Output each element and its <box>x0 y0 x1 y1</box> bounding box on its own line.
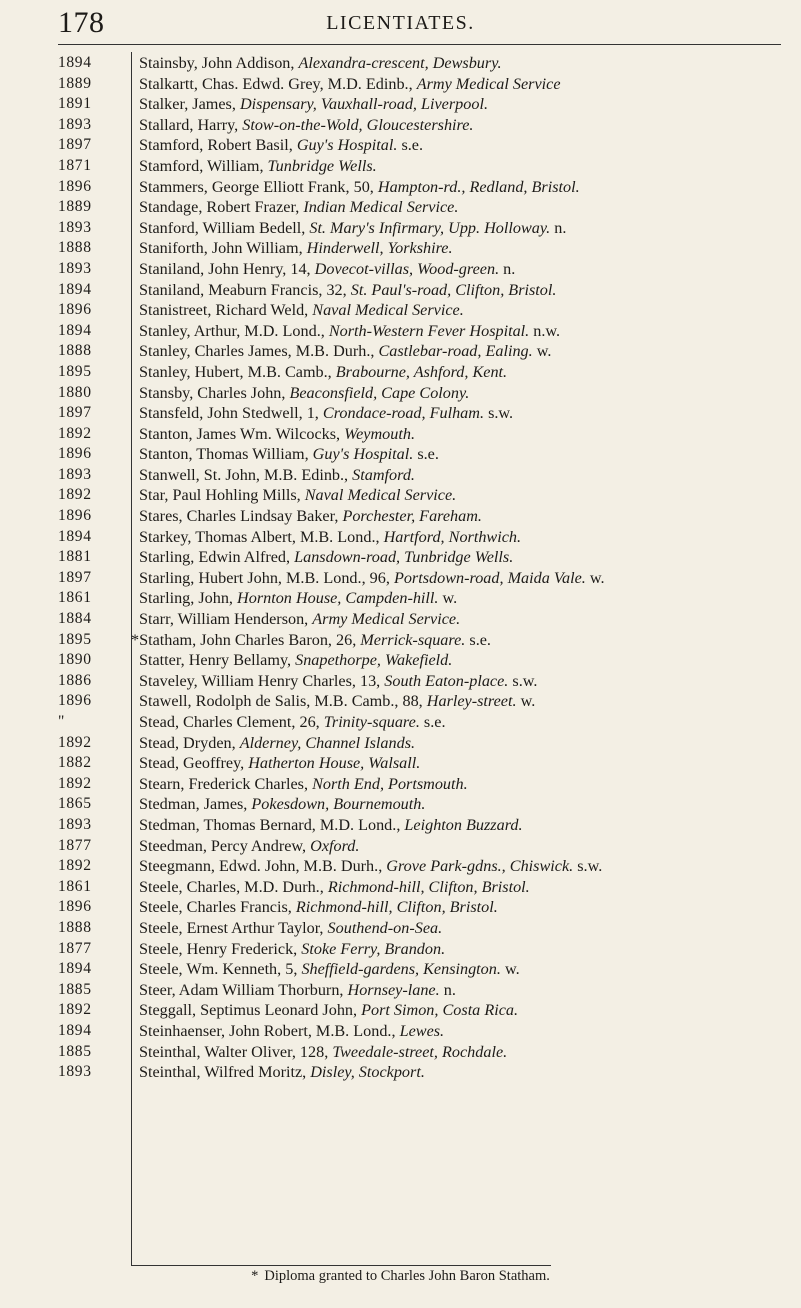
list-item <box>58 1062 798 1083</box>
entry-year: 1884 <box>58 610 92 628</box>
list-item <box>58 383 798 404</box>
list-item <box>58 465 798 486</box>
entry-district: s.w. <box>573 857 603 876</box>
entry-year: 1877 <box>58 939 92 957</box>
entry-place: Beaconsfield, Cape Colony. <box>289 383 470 402</box>
entry-place: Richmond-hill, Clifton, Bristol. <box>295 898 498 917</box>
list-item <box>58 156 798 177</box>
entry-name: Stanley, Hubert, M.B. Camb., <box>139 362 336 381</box>
running-head: LICENTIATES. <box>326 12 475 34</box>
entry-district: w. <box>438 589 458 608</box>
entry-year: 1861 <box>58 589 92 607</box>
entry-year: 1889 <box>58 74 92 92</box>
entry-name: Stead, Geoffrey, <box>139 754 249 773</box>
entry-text <box>131 671 798 692</box>
entry-year: 1889 <box>58 198 92 216</box>
entry-text <box>131 918 798 939</box>
entry-text <box>131 218 798 239</box>
entry-name: Stansby, Charles John, <box>139 383 290 402</box>
list-item <box>58 115 798 136</box>
list-item <box>58 424 798 445</box>
list-item <box>58 177 798 198</box>
entry-text <box>131 774 798 795</box>
entry-place: South Eaton-place. <box>384 671 509 690</box>
entry-text <box>131 156 798 177</box>
entry-year: 1886 <box>58 671 92 689</box>
list-item <box>58 280 798 301</box>
list-item <box>58 341 798 362</box>
entry-year: 1892 <box>58 857 92 875</box>
entry-name: Staniland, John Henry, 14, <box>139 259 315 278</box>
entry-place: Tweedale-street, Rochdale. <box>332 1042 508 1061</box>
entry-text <box>131 588 798 609</box>
entry-name: Stammers, George Elliott Frank, 50, <box>139 177 378 196</box>
list-item <box>58 980 798 1001</box>
entry-text <box>131 630 798 651</box>
entry-year: 1885 <box>58 1042 92 1060</box>
entry-name: Stead, Dryden, <box>139 733 240 752</box>
entry-year: 1894 <box>58 960 92 978</box>
entry-year: 1892 <box>58 1001 92 1019</box>
entry-place: Hornton House, Campden-hill. <box>237 589 439 608</box>
entry-name: Stamford, William, <box>139 156 268 175</box>
entry-district: s.w. <box>484 404 514 423</box>
entry-name: Starkey, Thomas Albert, M.B. Lond., <box>139 527 384 546</box>
entry-name: Staniforth, John William, <box>139 239 307 258</box>
list-item <box>58 547 798 568</box>
entry-text <box>131 485 798 506</box>
entry-text <box>131 980 798 1001</box>
entry-district: s.e. <box>397 136 424 155</box>
entry-name: Stanton, James Wm. Wilcocks, <box>139 424 345 443</box>
entry-year: 1882 <box>58 754 92 772</box>
list-item <box>58 1000 798 1021</box>
entry-place: Tunbridge Wells. <box>267 156 377 175</box>
list-item <box>58 527 798 548</box>
entry-name: Stead, Charles Clement, 26, <box>139 713 324 731</box>
entry-text <box>131 403 798 424</box>
list-item <box>58 506 798 527</box>
entry-place: St. Paul's-road, Clifton, Bristol. <box>350 280 557 299</box>
entry-place: Naval Medical Service. <box>312 301 464 320</box>
entry-text <box>131 135 798 156</box>
entry-place: Trinity-square. <box>323 713 420 731</box>
entry-district: s.e. <box>419 713 446 731</box>
list-item <box>58 444 798 465</box>
list-item <box>58 135 798 156</box>
page-number: 178 <box>58 6 105 39</box>
list-item <box>58 712 798 733</box>
entry-text <box>131 1062 798 1083</box>
entry-name: Stearn, Frederick Charles, <box>139 774 313 793</box>
entry-name: Starling, Hubert John, M.B. Lond., 96, <box>139 568 394 587</box>
list-item <box>58 588 798 609</box>
entry-year: 1892 <box>58 774 92 792</box>
entry-district: s.w. <box>508 671 538 690</box>
entry-district: w. <box>516 692 536 711</box>
entry-year: 1893 <box>58 115 92 133</box>
entry-text <box>131 733 798 754</box>
entry-place: Sheffield-gardens, Kensington. <box>301 960 501 979</box>
entry-name: Steele, Charles, M.D. Durh., <box>139 877 328 896</box>
entry-year: 1896 <box>58 177 92 195</box>
entry-text <box>131 1021 798 1042</box>
entry-text <box>131 856 798 877</box>
entry-district: w. <box>532 342 552 361</box>
entry-text <box>131 362 798 383</box>
entry-text <box>131 53 798 74</box>
entry-name: Stawell, Rodolph de Salis, M.B. Camb., 88, <box>139 692 427 711</box>
entry-text <box>131 444 798 465</box>
entry-place: North-Western Fever Hospital. <box>328 321 530 340</box>
entry-year: 1896 <box>58 301 92 319</box>
entry-text <box>131 321 798 342</box>
entry-year: 1865 <box>58 795 92 813</box>
entry-text <box>131 238 798 259</box>
entry-name: Standage, Robert Frazer, <box>139 198 304 217</box>
entry-name: Stamford, Robert Basil, <box>139 136 297 155</box>
entry-text <box>131 259 798 280</box>
entry-name: Stanton, Thomas William, <box>139 445 313 464</box>
entry-year: 1894 <box>58 54 92 71</box>
entry-place: Hampton-rd., Redland, Bristol. <box>377 177 580 196</box>
entry-year: 1897 <box>58 404 92 422</box>
diploma-mark: * <box>131 630 140 649</box>
entry-name: Stanley, Arthur, M.D. Lond., <box>139 321 329 340</box>
entry-place: Grove Park-gdns., Chiswick. <box>386 857 574 876</box>
entry-place: Hinderwell, Yorkshire. <box>306 239 453 258</box>
entry-name: Stanford, William Bedell, <box>139 218 310 237</box>
entry-place: Snapethorpe, Wakefield. <box>295 651 453 670</box>
entry-text <box>131 650 798 671</box>
entry-text <box>131 939 798 960</box>
entry-district: n. <box>499 259 516 278</box>
list-item <box>58 1042 798 1063</box>
entry-year: 1894 <box>58 280 92 298</box>
entry-place: Guy's Hospital. <box>312 445 414 464</box>
entry-text <box>131 1000 798 1021</box>
entry-text <box>131 300 798 321</box>
entry-district: n.w. <box>529 321 561 340</box>
entry-name: Stedman, Thomas Bernard, M.D. Lond., <box>139 815 405 834</box>
entry-text <box>131 568 798 589</box>
entry-place: North End, Portsmouth. <box>312 774 468 793</box>
entry-name: Statter, Henry Bellamy, <box>139 651 296 670</box>
entry-year: 1890 <box>58 651 92 669</box>
entry-name: Steinthal, Walter Oliver, 128, <box>139 1042 333 1061</box>
list-item <box>58 568 798 589</box>
entry-year: 1861 <box>58 877 92 895</box>
list-item <box>58 630 798 651</box>
entry-district: w. <box>500 960 520 979</box>
entry-name: Stanwell, St. John, M.B. Edinb., <box>139 465 353 484</box>
entry-year: 1891 <box>58 95 92 113</box>
entry-text <box>131 794 798 815</box>
entry-place: Richmond-hill, Clifton, Bristol. <box>327 877 530 896</box>
entry-year: 1896 <box>58 898 92 916</box>
entry-place: Brabourne, Ashford, Kent. <box>335 362 508 381</box>
list-item <box>58 218 798 239</box>
entry-year: 1893 <box>58 218 92 236</box>
list-item <box>58 485 798 506</box>
entry-text <box>131 836 798 857</box>
entry-text <box>131 691 798 712</box>
entry-year: 1881 <box>58 548 92 566</box>
footnote <box>0 1268 801 1285</box>
list-item <box>58 609 798 630</box>
entry-text <box>131 753 798 774</box>
entry-year: 1894 <box>58 321 92 339</box>
entry-year: 1896 <box>58 507 92 525</box>
entry-place: Merrick-square. <box>360 630 466 649</box>
entry-text <box>131 959 798 980</box>
entry-text <box>131 609 798 630</box>
entry-text <box>131 897 798 918</box>
entry-place: Stoke Ferry, Brandon. <box>301 939 446 958</box>
entry-year: 1897 <box>58 568 92 586</box>
entry-year: 1893 <box>58 815 92 833</box>
list-item <box>58 321 798 342</box>
entry-district: n. <box>550 218 567 237</box>
entry-place: Leighton Buzzard. <box>404 815 523 834</box>
entry-name: Stalker, James, <box>139 95 240 114</box>
entry-text <box>131 280 798 301</box>
entry-name: Stedman, James, <box>139 795 252 814</box>
entry-text <box>131 1042 798 1063</box>
list-item <box>58 897 798 918</box>
entry-place: Porchester, Fareham. <box>342 507 482 526</box>
list-item <box>58 300 798 321</box>
entry-name: Steggall, Septimus Leonard John, <box>139 1001 362 1020</box>
entry-place: Hornsey-lane. <box>347 980 440 999</box>
entry-name: Steele, Ernest Arthur Taylor, <box>139 918 328 937</box>
entry-place: Lewes. <box>399 1021 445 1040</box>
entry-name: Stainsby, John Addison, <box>139 54 299 72</box>
entry-district: w. <box>585 568 605 587</box>
list-item <box>58 774 798 795</box>
entry-place: Hartford, Northwich. <box>383 527 522 546</box>
entry-year: 1894 <box>58 527 92 545</box>
entry-place: Dovecot-villas, Wood-green. <box>314 259 500 278</box>
entry-place: Naval Medical Service. <box>304 486 457 505</box>
list-item <box>58 53 798 74</box>
list-item <box>58 259 798 280</box>
list-item <box>58 836 798 857</box>
entry-place: Stamford. <box>352 465 415 484</box>
entry-name: Steele, Wm. Kenneth, 5, <box>139 960 302 979</box>
entry-name: Steele, Henry Frederick, <box>139 939 302 958</box>
entry-text <box>131 74 798 95</box>
entry-district: s.e. <box>465 630 491 649</box>
entry-text <box>131 115 798 136</box>
entry-year: 1893 <box>58 465 92 483</box>
entry-name: Steinthal, Wilfred Moritz, <box>139 1063 311 1082</box>
list-item <box>58 815 798 836</box>
entry-text <box>131 527 798 548</box>
entry-year: 1892 <box>58 486 92 504</box>
entry-name: Steedman, Percy Andrew, <box>139 836 311 855</box>
entry-name: Stansfeld, John Stedwell, 1, <box>139 404 323 423</box>
entry-year: 1896 <box>58 692 92 710</box>
entry-place: St. Mary's Infirmary, Upp. Holloway. <box>309 218 551 237</box>
entry-place: Crondace-road, Fulham. <box>322 404 485 423</box>
entry-year: 1885 <box>58 980 92 998</box>
entry-name: Starr, William Henderson, <box>139 610 313 629</box>
entry-text <box>131 424 798 445</box>
entry-name: Starling, John, <box>139 589 238 608</box>
entry-place: Dispensary, Vauxhall-road, Liverpool. <box>239 95 488 114</box>
list-item <box>58 1021 798 1042</box>
entry-place: Indian Medical Service. <box>303 198 459 217</box>
entry-place: Army Medical Service <box>416 74 561 93</box>
entry-place: Castlebar-road, Ealing. <box>378 342 533 361</box>
entry-place: Guy's Hospital. <box>296 136 398 155</box>
entry-year: 1895 <box>58 630 92 648</box>
entry-year: 1897 <box>58 136 92 154</box>
entry-list <box>58 53 798 1083</box>
entry-place: Harley-street. <box>426 692 517 711</box>
list-item <box>58 939 798 960</box>
entry-year: 1871 <box>58 156 92 174</box>
footnote-mark: * <box>251 1268 259 1284</box>
list-item <box>58 197 798 218</box>
list-item <box>58 691 798 712</box>
entry-place: Weymouth. <box>344 424 416 443</box>
entry-place: Lansdown-road, Tunbridge Wells. <box>294 548 514 567</box>
entry-text <box>131 506 798 527</box>
entry-year: 1893 <box>58 259 92 277</box>
list-item <box>58 94 798 115</box>
entry-name: Starling, Edwin Alfred, <box>139 548 295 567</box>
list-item <box>58 918 798 939</box>
entry-name: Steinhaenser, John Robert, M.B. Lond., <box>139 1021 400 1040</box>
entry-year: 1888 <box>58 918 92 936</box>
entry-place: Oxford. <box>310 836 360 855</box>
entry-name: Stanley, Charles James, M.B. Durh., <box>139 342 379 361</box>
entry-year: 1893 <box>58 1063 92 1081</box>
list-item <box>58 733 798 754</box>
list-item <box>58 403 798 424</box>
entry-name: Staniland, Meaburn Francis, 32, <box>139 280 351 299</box>
list-item <box>58 794 798 815</box>
entry-text <box>131 877 798 898</box>
entry-text <box>131 465 798 486</box>
entry-text <box>131 177 798 198</box>
entry-text <box>131 712 798 733</box>
entry-place: Portsdown-road, Maida Vale. <box>393 568 586 587</box>
entry-place: Disley, Stockport. <box>310 1063 425 1082</box>
header-rule <box>58 44 781 45</box>
entry-name: Stalkartt, Chas. Edwd. Grey, M.D. Edinb., <box>139 74 417 93</box>
entry-name: Stanistreet, Richard Weld, <box>139 301 313 320</box>
entry-year: 1894 <box>58 1021 92 1039</box>
list-item <box>58 74 798 95</box>
list-item <box>58 671 798 692</box>
entry-place: Alderney, Channel Islands. <box>239 733 416 752</box>
entry-name: Statham, John Charles Baron, 26, <box>139 630 361 649</box>
entry-text <box>131 94 798 115</box>
entry-text <box>131 815 798 836</box>
entry-place: Alexandra-crescent, Dewsbury. <box>298 54 502 72</box>
list-item <box>58 877 798 898</box>
entry-year: 1896 <box>58 445 92 463</box>
entry-name: Steer, Adam William Thorburn, <box>139 980 348 999</box>
entry-name: Steegmann, Edwd. John, M.B. Durh., <box>139 857 387 876</box>
entry-year: 1877 <box>58 836 92 854</box>
list-item <box>58 753 798 774</box>
list-item <box>58 959 798 980</box>
entry-name: Stares, Charles Lindsay Baker, <box>139 507 343 526</box>
entry-year: 1895 <box>58 362 92 380</box>
entry-name: Steele, Charles Francis, <box>139 898 296 917</box>
entry-place: Southend-on-Sea. <box>327 918 443 937</box>
entry-name: Staveley, William Henry Charles, 13, <box>139 671 385 690</box>
entry-year: 1888 <box>58 342 92 360</box>
entry-place: Pokesdown, Bournemouth. <box>251 795 426 814</box>
list-item <box>58 362 798 383</box>
entry-name: Stallard, Harry, <box>139 115 243 134</box>
footnote-rule <box>131 1265 551 1266</box>
entry-text <box>131 197 798 218</box>
entry-name: Star, Paul Hohling Mills, <box>139 486 305 505</box>
entry-year: 1880 <box>58 383 92 401</box>
entry-text <box>131 383 798 404</box>
entry-text <box>131 341 798 362</box>
entry-district: s.e. <box>413 445 439 464</box>
list-item <box>58 238 798 259</box>
list-item <box>58 856 798 877</box>
entry-district: n. <box>439 980 456 999</box>
entry-year: " <box>58 713 65 730</box>
footnote-text: Diploma granted to Charles John Baron Statham. <box>264 1268 550 1284</box>
entry-place: Army Medical Service. <box>312 610 461 629</box>
page-header <box>0 0 801 46</box>
entry-year: 1892 <box>58 424 92 442</box>
entry-place: Port Simon, Costa Rica. <box>361 1001 519 1020</box>
entry-place: Stow-on-the-Wold, Gloucestershire. <box>242 115 474 134</box>
entry-year: 1888 <box>58 239 92 257</box>
list-item <box>58 650 798 671</box>
entry-year: 1892 <box>58 733 92 751</box>
entry-place: Hatherton House, Walsall. <box>248 754 421 773</box>
entry-text <box>131 547 798 568</box>
